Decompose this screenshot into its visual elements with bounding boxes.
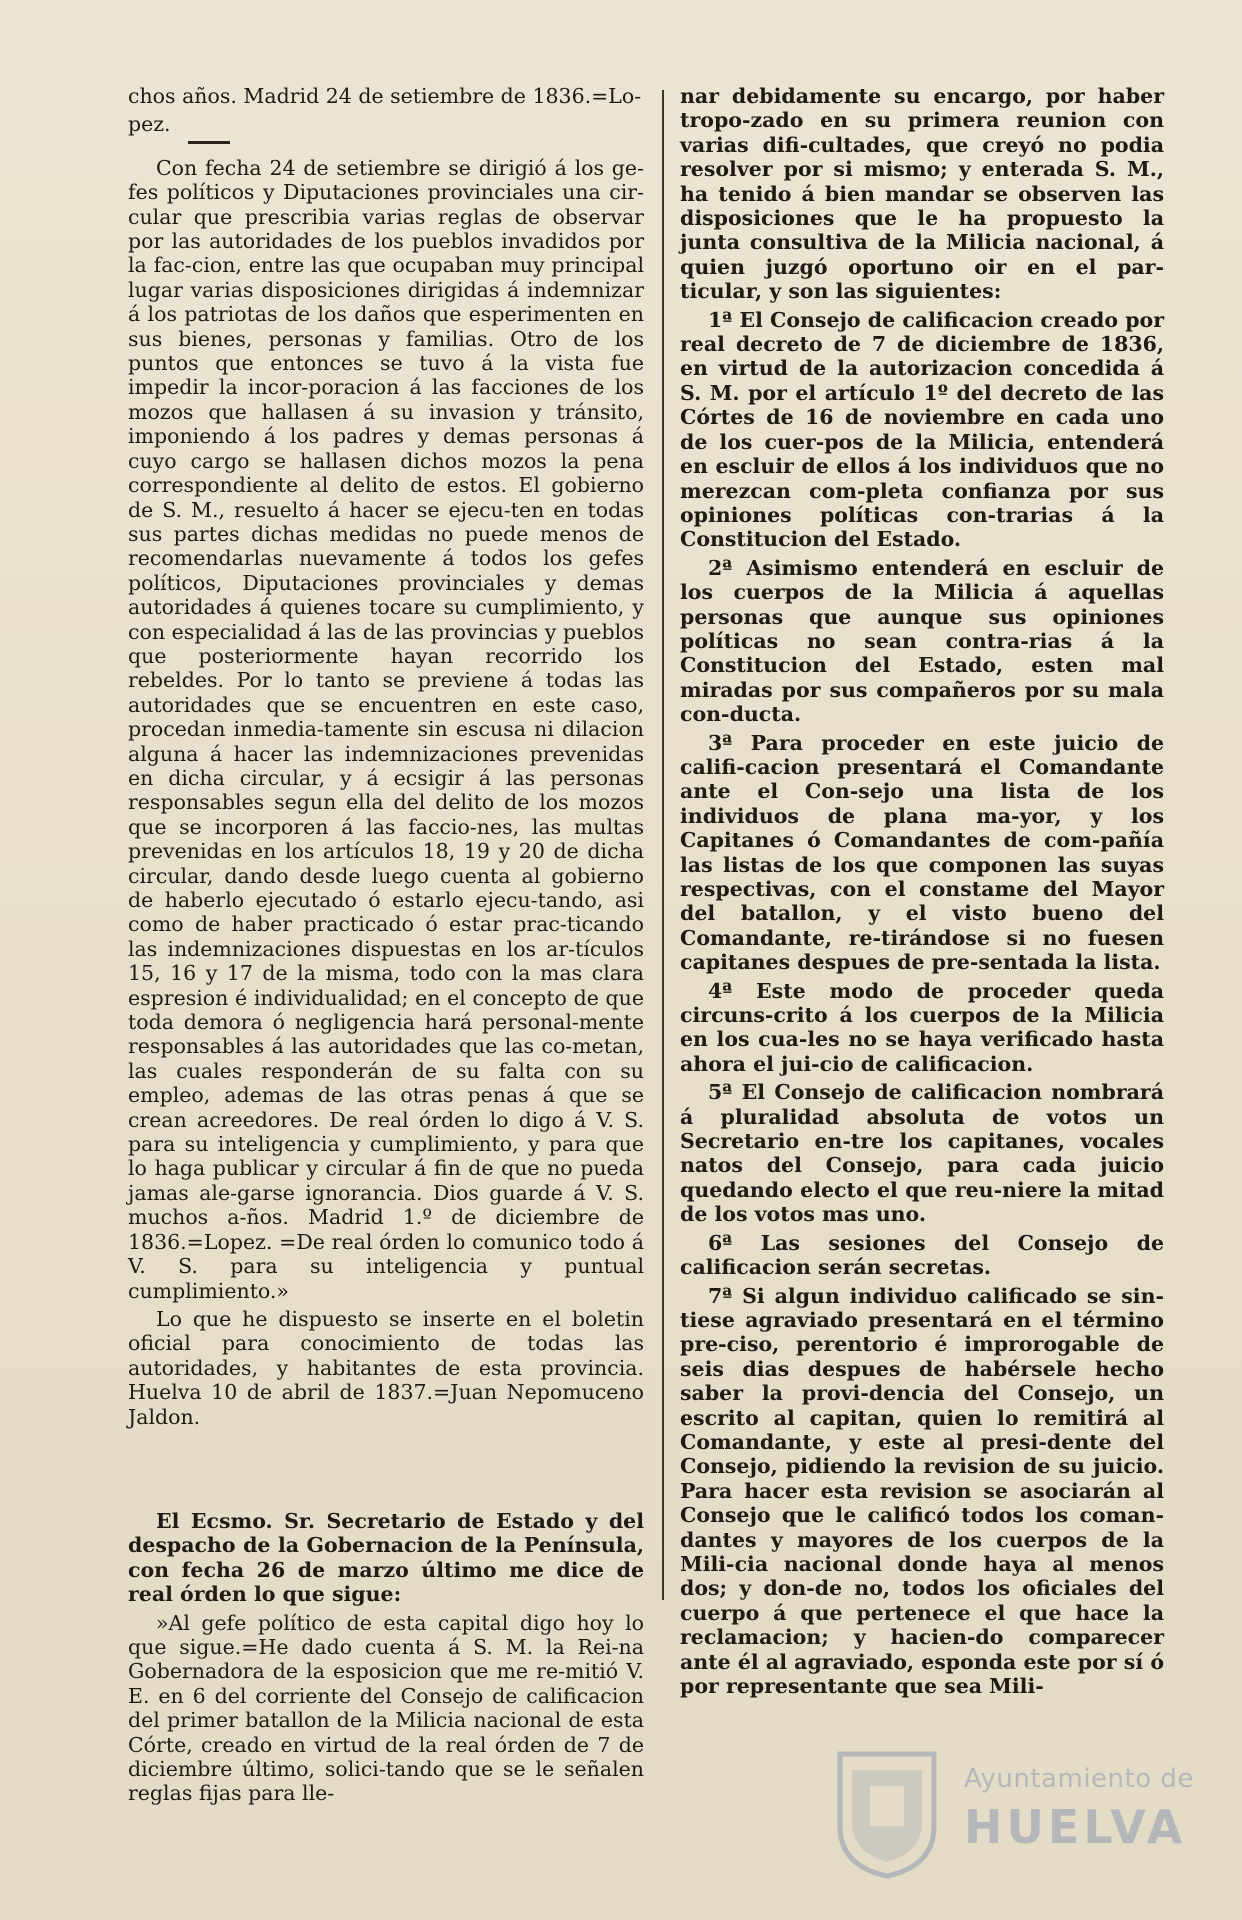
right-column — [680, 84, 1164, 1702]
paragraph-quote: »Al gefe político de esta capital digo hoy lo que sigue.=He dado cuenta á S. M. la Rei-na Gobernadora de la esposicion que me re-mitió V. E. en 6 del corriente del Consejo de calificacion del primer batallon de la Milicia nacional de esta Córte, creado en virtud de la real órden de 7 de diciembre último, solici-tando que se le señalen reglas fijas para lle- — [128, 1610, 644, 1806]
article-2-text: Asimismo entenderá en escluir de los cuerpos de la Milicia á aquellas personas que aunque sus opiniones políticas no sean contra-rias á la Constitucion del Estado, esten mal miradas por sus compañeros por su mala con-ducta. — [680, 555, 1164, 727]
watermark-line-1: Ayuntamiento de — [964, 1764, 1194, 1794]
article-6-text: Las sesiones del Consejo de calificacion serán secretas. — [680, 1230, 1164, 1280]
article-4 — [680, 979, 1164, 1077]
paragraph-circular: Con fecha 24 de setiembre se dirigió á los ge-fes políticos y Diputaciones provinciales una cir-cular que prescribia varias reglas de observar por las autoridades de los pueblos invadidos por la fac-cion, entre las que ocupaban muy principal lugar varias disposiciones dirigidas á indemnizar á los patriotas de los daños que esperimenten en sus bienes, personas y familias. Otro de los puntos que entonces se tuvo á la vista fue impedir la incor-poracion á las facciones de los mozos que hallasen á su invasion y tránsito, imponiendo á los padres y demas personas á cuyo cargo se hallasen dichos mozos la pena correspondiente al delito de estos. El gobierno de S. M., resuelto á hacer se ejecu-ten en todas sus partes dichas medidas no puede menos de recomendarlas nuevamente á todos los gefes políticos, Diputaciones provinciales y demas autoridades á quienes tocare su cumplimiento, y con especialidad á las de las provincias y pueblos que posteriormente hayan recorrido los rebeldes. Por lo tanto se previene á todas las autoridades que se encuentren en este caso, procedan inmedia-tamente sin escusa ni dilacion alguna á hacer las indemnizaciones prevenidas en dicha circular, y á ecsigir á las personas responsables segun ella del delito de los mozos que se incorporen á las faccio-nes, las multas prevenidas en los artículos 18, 19 y 20 de dicha circular, dando desde luego cuenta al gobierno de haberlo ejecutado ó estarlo ejecu-tando, asi como de haber practicado ó estar prac-ticando las indemnizaciones dispuestas en los ar-tículos 15, 16 y 17 de la misma, todo con la mas clara espresion é individualidad; en el concepto de que toda demora ó negligencia hará personal-mente responsables á las autoridades que las co-metan, las cuales responderán de su falta con su empleo, ademas de las otras penas á que se crean acreedores. De real órden lo digo á V. S. para su inteligencia y cumplimiento, y para que lo haga publicar y circular á fin de que no pueda jamas ale-garse ignorancia. Dios guarde á V. S. muchos a-ños. Madrid 1.º de diciembre de 1836.=Lopez. =De real órden lo comunico todo á V. S. para su inteligencia y puntual cumplimiento.» — [128, 155, 644, 1303]
heading-paragraph: El Ecsmo. Sr. Secretario de Estado y del despacho de la Gobernacion de la Península, con fecha 26 de marzo último me dice de real órden lo que sigue: — [128, 1508, 644, 1607]
article-1-text: El Consejo de calificacion creado por real decreto de 7 de diciembre de 1836, en virtud de la autorizacion concedida á S. M. por el artículo 1º del decreto de las Córtes de 16 de noviembre en cada uno de los cuer-pos de la Milicia, entenderá en escluir de ellos á los individuos que no merezcan com-pleta confianza por sus opiniones políticas con-trarias á la Constitucion del Estado. — [680, 307, 1164, 552]
article-1 — [680, 308, 1164, 552]
column-divider — [662, 90, 664, 1600]
date-line: chos años. Madrid 24 de setiembre de 1836.=Lo- — [128, 84, 642, 108]
article-4-number: 4ª — [708, 978, 733, 1003]
article-2-number: 2ª — [708, 555, 733, 580]
article-7-number: 7ª — [708, 1283, 733, 1308]
article-4-text: Este modo de proceder queda circuns-crito á los cuerpos de la Milicia en los cua-les no se haya verificado hasta ahora el jui-cio de calificacion. — [680, 978, 1164, 1076]
article-5-text: El Consejo de calificacion nombrará á pluralidad absoluta de votos un Secretario en-tre los capitanes, vocales natos del Consejo, para cada juicio quedando electo el que reu-niere la mitad de los votos mas uno. — [680, 1080, 1164, 1227]
city-shield-icon — [832, 1748, 942, 1880]
article-5 — [680, 1080, 1164, 1226]
article-6 — [680, 1231, 1164, 1280]
article-7-text: Si algun individuo calificado se sin-tiese agraviado presentará en el término pre-ciso, perentorio é improrogable de seis dias despues de habérsele hecho saber la provi-dencia del Consejo, un escrito al capitan, quien lo remitirá al Comandante, y este al presi-dente del Consejo, pidiendo la revision de su juicio. Para hacer esta revision se asociarán al Consejo que le calificó todos los coman-dantes y mayores de los cuerpos de la Mili-cia nacional donde haya al menos dos; y don-de no, todos los oficiales del cuerpo á que pertenece el que hace la reclamacion; y hacien-do comparecer ante él al agraviado, esponda este por sí ó por representante que sea Mili- — [680, 1283, 1165, 1698]
left-column — [128, 84, 644, 1810]
article-3-number: 3ª — [708, 730, 733, 755]
article-7 — [680, 1284, 1164, 1699]
signature-line: pez. — [128, 112, 171, 137]
paragraph-huelva-notice: Lo que he dispuesto se inserte en el boletin oficial para conocimiento de todas las autoridades, y habitantes de esta provincia. Huelva 10 de abril de 1837.=Juan Nepomuceno Jaldon. — [128, 1306, 644, 1429]
article-1-number: 1ª — [708, 307, 733, 332]
article-2 — [680, 556, 1164, 727]
article-3-text: Para proceder en este juicio de califi-cacion presentará el Comandante ante el Con-sejo una lista de los individuos de plana ma-yor, y los Capitanes ó Comandantes de com-pañía las listas de los que componen las suyas respectivas, con el constame del Mayor del batallon, y el visto bueno del Comandante, re-tirándose si no fuesen capitanes despues de pre-sentada la lista. — [680, 730, 1164, 975]
article-3 — [680, 731, 1164, 975]
section-gap — [128, 1433, 644, 1509]
watermark-line-2: HUELVA — [964, 1800, 1187, 1854]
ayuntamiento-huelva-watermark — [832, 1748, 1212, 1888]
article-6-number: 6ª — [708, 1230, 733, 1255]
paragraph-continuation: nar debidamente su encargo, por haber tropo-zado en su primera reunion con varias difi-cultades, que creyó no podia resolver por si mismo; y enterada S. M., ha tenido á bien mandar se observen las disposiciones que le ha propuesto la junta consultiva de la Milicia nacional, á quien juzgó oportuno oir en el par-ticular, y son las siguientes: — [680, 84, 1164, 304]
article-5-number: 5ª — [708, 1080, 733, 1105]
section-separator — [188, 141, 230, 144]
